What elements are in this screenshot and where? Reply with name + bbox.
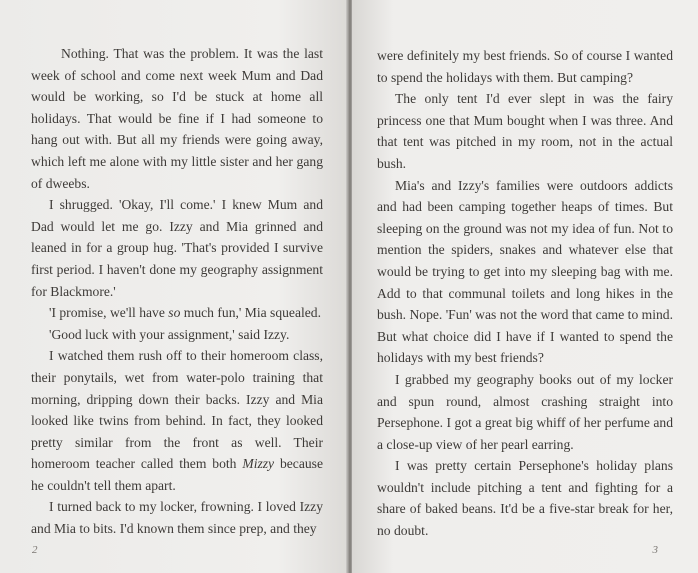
paragraph: I turned back to my locker, frowning. I loved Izzy and Mia to bits. I'd known them since prep, and they: [31, 499, 323, 537]
text-span: 'I promise, we'll have: [49, 305, 169, 321]
right-page: [352, 0, 698, 573]
text-span: because he couldn't tell them apart.: [31, 456, 323, 493]
paragraph: Mia's and Izzy's families were outdoors addicts and had been camping together heaps of times. But sleeping on the ground was not my idea of fun. Not to mention the spiders, snakes and whatever else that would be trying to get into my sleeping bag with me. Add to that communal toilets and long hikes in the bush. Nope. 'Fun' was not the word that came to mind. But what choice did I have if I wanted to spend the holidays with my best friends?: [377, 177, 673, 366]
emphasis: so: [168, 305, 181, 321]
paragraph: [31, 345, 323, 496]
paragraph: I was pretty certain Persephone's holiday plans wouldn't include pitching a tent and fighting for a share of baked beans. It'd be a five-star break for her, no doubt.: [377, 458, 673, 539]
right-page-text: [377, 45, 673, 542]
paragraph: Nothing. That was the problem. It was the last week of school and come next week Mum and Dad would be working, so I'd be stuck at home all holidays. That would be fine if I had someone to hang out with. But all my friends were going away, which left me alone with my little sister and her gang of dweebs.: [31, 46, 323, 191]
left-page-text: [31, 43, 323, 540]
paragraph: were definitely my best friends. So of course I wanted to spend the holidays with them. But camping?: [377, 48, 673, 85]
page-number: 3: [652, 544, 658, 556]
text-span: much fun,' Mia squealed.: [180, 305, 321, 321]
page-number: 2: [32, 544, 38, 556]
paragraph: I grabbed my geography books out of my locker and spun round, almost crashing straight into Persephone. I got a great big whiff of her perfume and a close-up view of her pearl earring.: [377, 371, 673, 452]
left-page: [0, 0, 348, 573]
paragraph: The only tent I'd ever slept in was the fairy princess one that Mum bought when I was three. And that tent was pitched in my room, not in the actual bush.: [377, 91, 673, 171]
text-span: I watched them rush off to their homeroom class, their ponytails, wet from water-polo training that morning, dripping down their backs. Izzy and Mia looked like twins from behind. In fact, they looked pretty similar from the front as well. Their homeroom teacher called them both: [31, 348, 323, 472]
paragraph: [31, 302, 323, 324]
paragraph: I shrugged. 'Okay, I'll come.' I knew Mum and Dad would let me go. Izzy and Mia grinned and leaned in for a group hug. 'That's provided I survive first period. I haven't done my geography assignment for Blackmore.': [31, 197, 323, 299]
emphasis: Mizzy: [242, 456, 275, 472]
paragraph: 'Good luck with your assignment,' said Izzy.: [49, 326, 290, 342]
